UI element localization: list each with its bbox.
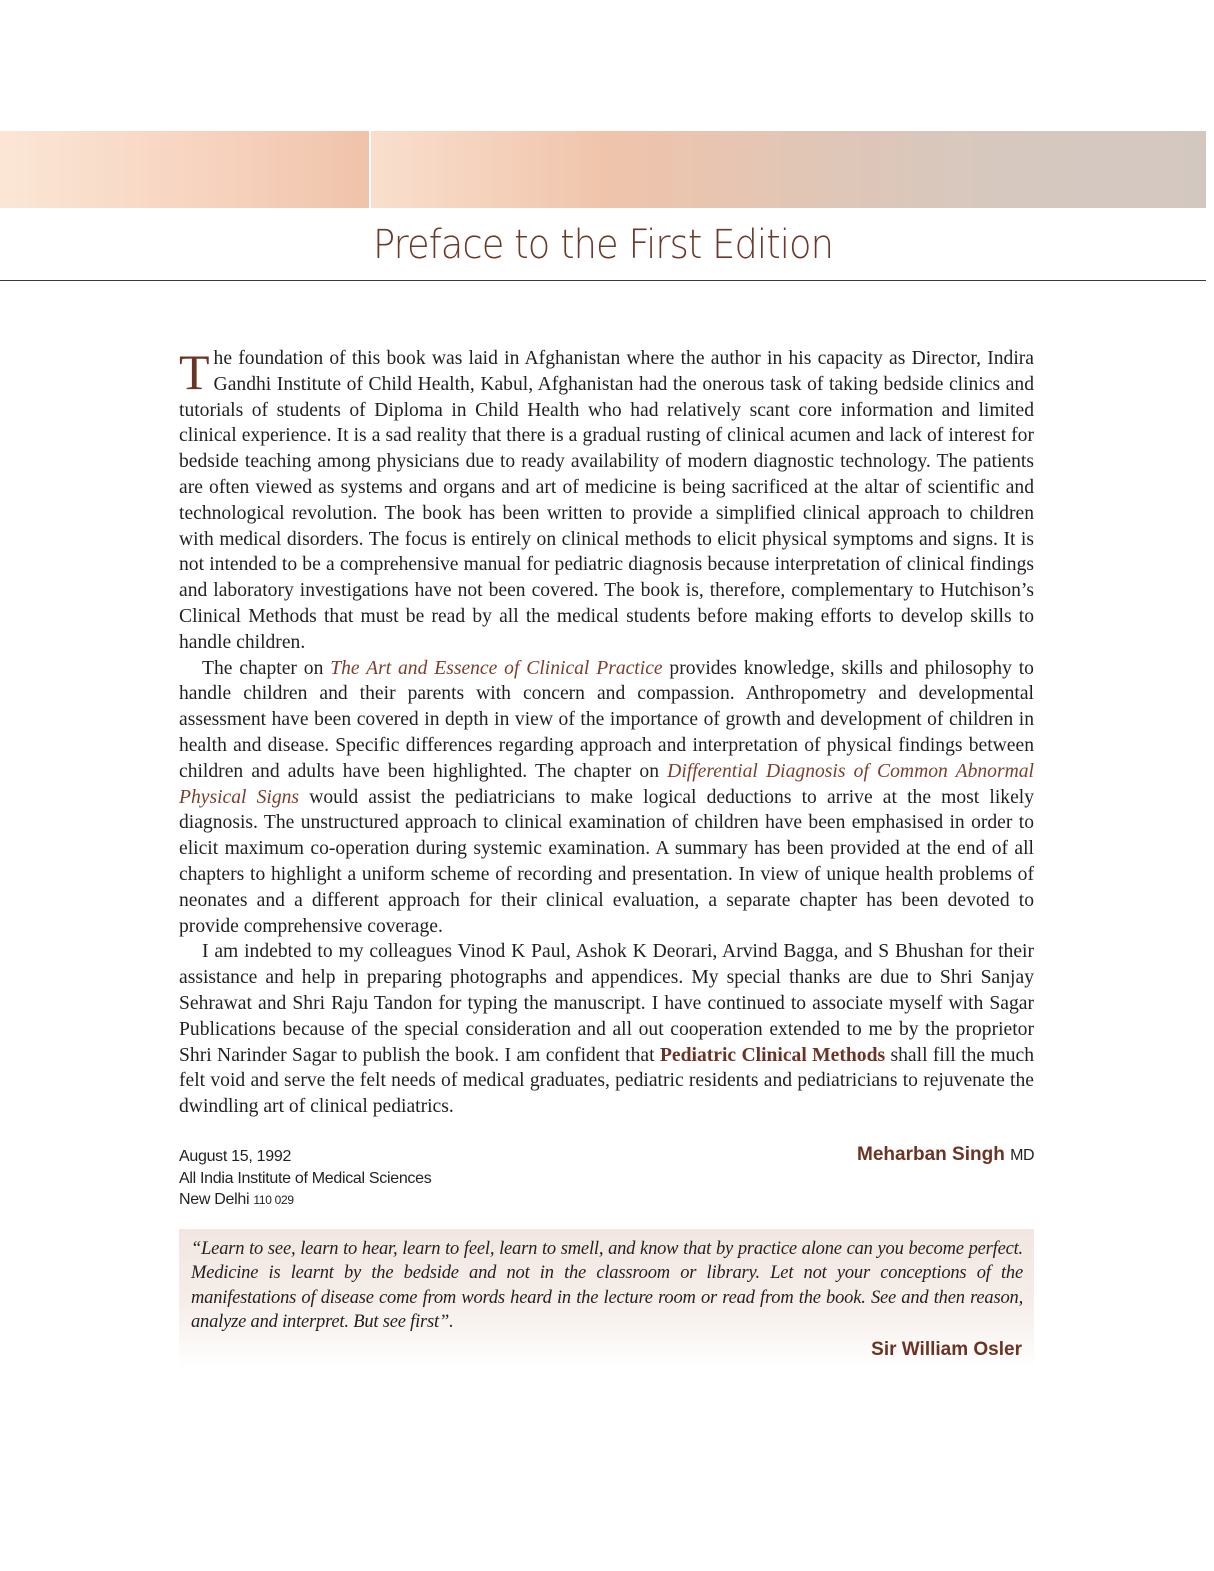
signature-institution: All India Institute of Medical Sciences [179,1169,432,1187]
book-title: Pediatric Clinical Methods [659,1044,886,1066]
preface-body [179,346,1034,1120]
header-banner [0,131,1206,208]
paragraph-2-text-c: would assist the pediatricians to make logical deductions to arrive at the most likely diagnosis. The unstructured approach to clinical examination of children have been emphasised in order to elicit maximum co-operation during systemic examination. A summary has been provided at the end of all chapters to highlight a uniform scheme of recording and presentation. In view of unique health problems of neonates and a different approach for their clinical evaluation, a separate chapter has been devoted to provide comprehensive coverage. [179,786,1035,937]
chapter-reference-differential-diagnosis: Differential Diagnosis of Common Abnormal Physical Signs [179,760,1034,808]
paragraph-3-text-a: I am indebted to my colleagues Vinod K Paul, Ashok K Deorari, Arvind Bagga, and S Bhushan for their assistance and help in preparing photographs and appendices. My special thanks are due to Shri Sanjay Sehrawat and Shri Raju Tandon for typing the manuscript. I have continued to associate myself with Sagar Publications because of the special consideration and all out cooperation extended to me by the proprietor Shri Narinder Sagar to publish the book. I am confident that [179,941,1034,1066]
quote-box [179,1229,1034,1369]
title-divider [0,280,1206,281]
chapter-reference-art-essence: The Art and Essence of Clinical Practice [330,657,663,679]
signature-pin: 110 029 [253,1193,294,1207]
paragraph-2 [179,656,1034,940]
banner-left-block [0,131,369,208]
banner-right-block [371,131,1206,208]
paragraph-3 [179,939,1034,1120]
signature-author: Meharban Singh [857,1144,1005,1165]
drop-cap: T [179,344,210,400]
paragraph-3-text-b: shall fill the much felt void and serve the felt needs of medical graduates, pediatric residents and pediatricians to rejuvenate the dwindling art of clinical pediatrics. [179,1044,1034,1118]
signature-city: New Delhi [179,1191,250,1208]
quote-text: “Learn to see, learn to hear, learn to feel, learn to smell, and know that by practice alone can you become perfect. Medicine is learnt by the bedside and not in the classroom or library. Let not your conceptions of the manifestations of disease come from words heard in the lecture room or read from the book. See and then reason, analyze and interpret. But see first”. [191,1239,1023,1332]
signature-city-line [179,1189,431,1212]
paragraph-1-text: he foundation of this book was laid in Afghanistan where the author in his capacity as Director, Indira Gandhi Institute of Child Health, Kabul, Afghanistan had the onerous task of taking bedside clinics and tutorials of students of Diploma in Child Health who had relatively scant core information and limited clinical experience. It is a sad reality that there is a gradual rusting of clinical acumen and lack of interest for bedside teaching among physicians due to ready availability of modern diagnostic technology. The patients are often viewed as systems and organs and art of medicine is being sacrificed at the altar of scientific and technological revolution. The book has been written to provide a simplified clinical approach to children with medical disorders. The focus is entirely on clinical methods to elicit physical symptoms and signs. It is not intended to be a comprehensive manual for pediatric diagnosis because interpretation of clinical findings and laboratory investigations have not been covered. The book is, therefore, complementary to Hutchison’s Clinical Methods that must be read by all the medical students before making efforts to develop skills to handle children. [179,348,1034,653]
quote-author: Sir William Osler [871,1339,1022,1360]
signature-date: August 15, 1992 [179,1148,292,1165]
signature-block-left [179,1146,431,1212]
page-title: Preface to the First Edition [372,222,834,268]
paragraph-2-text-a: The chapter on [202,657,331,679]
signature-author-block [857,1144,1034,1166]
signature-credential: MD [1010,1147,1034,1164]
paragraph-2-text-b: provides knowledge, skills and philosophy to handle children and their parents with concern and compassion. Anthropometry and developmental assessment have been covered in depth in view of the importance of growth and development of children in health and disease. Specific differences regarding approach and interpretation of physical findings between children and adults have been highlighted. The chapter on [179,657,1034,782]
paragraph-1 [179,346,1034,656]
